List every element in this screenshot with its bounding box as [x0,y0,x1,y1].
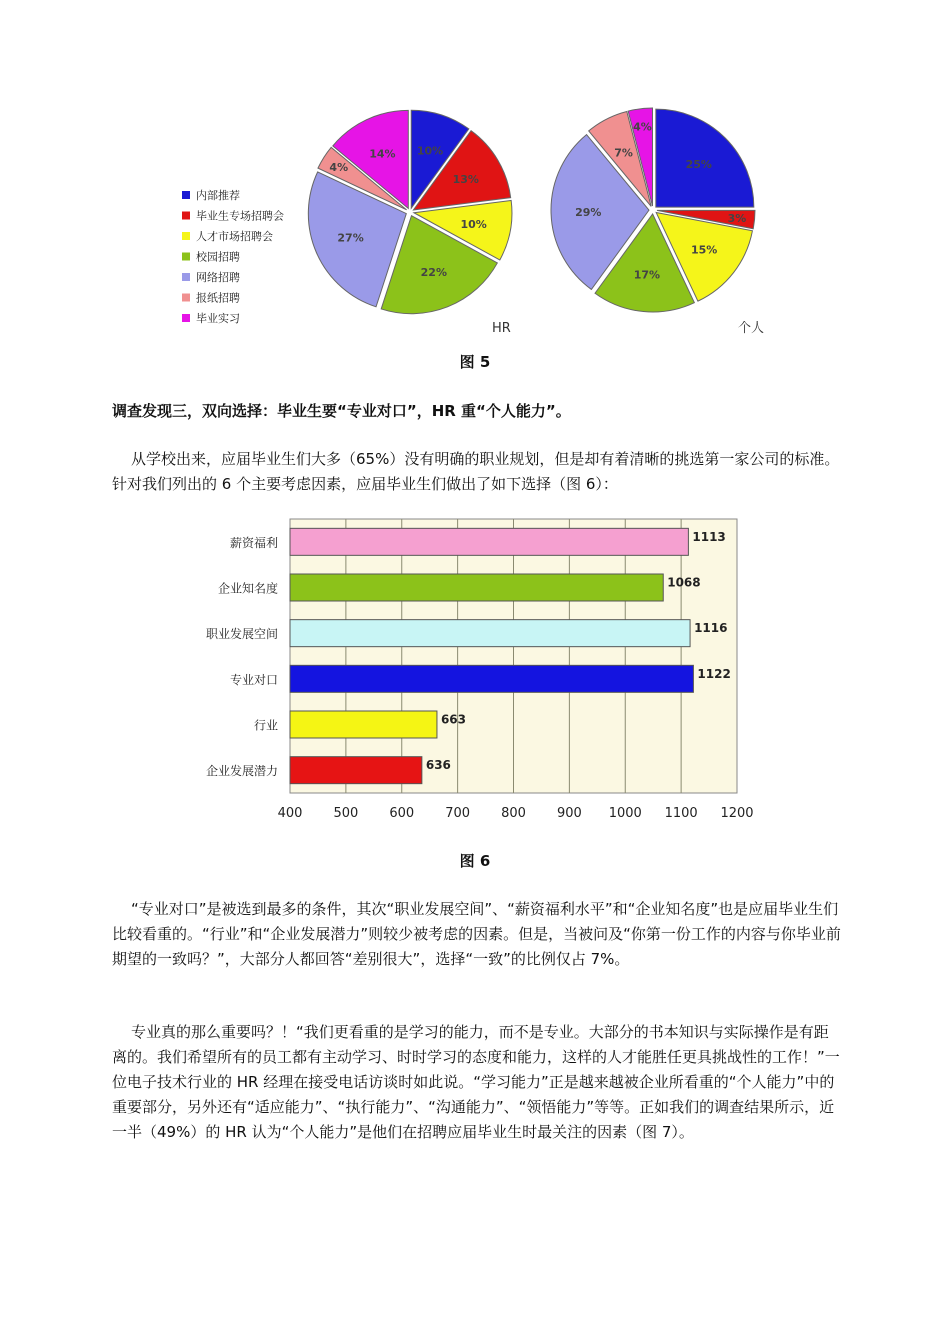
value-label-1: 1068 [667,575,701,590]
legend-label-5: 报纸招聘 [196,291,240,305]
x-tick-label-1: 500 [333,806,359,821]
legend-label-0: 内部推荐 [196,189,240,202]
bar-2 [290,620,690,647]
legend-label-2: 人才市场招聘会 [196,230,273,243]
legend-swatch-1 [182,212,190,220]
category-label-3: 专业对口 [229,672,278,687]
x-tick-label-3: 700 [445,806,471,821]
pie-chart-personal [551,108,755,312]
paragraph-2 [112,897,842,972]
pie-chart-hr [308,110,512,314]
pie-personal-label: 个人 [738,321,765,336]
legend-label-4: 网络招聘 [196,271,240,284]
pie-personal-slice-label-0: 25% [685,158,712,172]
chart-category-labels [206,535,278,778]
x-tick-label-6: 1000 [608,806,642,821]
x-tick-label-0: 400 [277,806,303,821]
pie-hr-slice-label-2: 10% [460,218,487,232]
legend-label-1: 毕业生专场招聘会 [196,209,284,223]
paragraph-1-text: 从学校出来，应届毕业生们大多（65%）没有明确的职业规划，但是却有着清晰的挑选第一家公司的标准。针对我们列出的 6 个主要考虑因素，应届毕业生们做出了如下选择（图 6）： [112,450,840,493]
x-tick-label-4: 800 [501,806,526,821]
pie-personal-slice-label-1: 3% [727,211,747,225]
bar-0 [290,528,688,555]
paragraph-3-text: 专业真的那么重要吗？！“我们更看重的是学习的能力，而不是专业。大部分的书本知识与实际操作是有距离的。我们希望所有的员工都有主动学习、时时学习的态度和能力，这样的人才能胜任更具挑战性的工作！”一位电子技术行业的 HR 经理在接受电话访谈时如此说。“学习能力”正是越来越被企业所看重的“个人能力”中的重要部分，另外还有“适应能力”、“执行能力”、“沟通能力”、“领悟能力”等等。正如我们的调查结果所示，近一半（49%）的 HR 认为“个人能力”是他们在招聘应届毕业生时最关注的因素（图 7）。 [112,1023,840,1141]
value-label-0: 1113 [692,529,726,544]
category-label-4: 行业 [253,718,278,733]
pie-hr-slice-label-4: 27% [337,231,364,245]
value-label-2: 1116 [694,621,728,636]
legend-swatch-6 [182,314,190,322]
pie-personal-slice-label-6: 4% [633,120,652,134]
x-tick-label-5: 900 [556,806,582,821]
pie-personal-slice-label-4: 29% [575,206,602,220]
paragraph-2-text: “专业对口”是被选到最多的条件，其次“职业发展空间”、“薪资福利水平”和“企业知名度”也是应届毕业生们比较看重的。“行业”和“企业发展潜力”则较少被考虑的因素。但是，当被问及“你第一份工作的内容与你毕业前期望的一致吗？”，大部分人都回答“差别很大”，选择“一致”的比例仅占 7%。 [112,900,841,968]
value-label-4: 663 [440,712,467,727]
bar-1 [290,574,663,601]
figure-6-caption: 图 6 [459,852,491,870]
value-label-3: 1122 [697,666,731,681]
legend-swatch-5 [182,294,190,302]
category-label-5: 企业发展潜力 [205,764,278,779]
legend-swatch-0 [182,191,190,199]
bar-4 [290,711,437,738]
value-label-5: 636 [425,758,451,773]
pie-personal-slice-label-2: 15% [690,243,718,257]
bar-3 [290,665,693,692]
section-heading-3: 调查发现三，双向选择：毕业生要“专业对口”，HR 重“个人能力”。 [112,402,571,420]
category-label-2: 职业发展空间 [205,627,278,642]
x-tick-label-7: 1100 [664,806,698,821]
pie-hr-slice-label-5: 4% [329,160,349,174]
paragraph-3 [112,1020,842,1145]
legend-swatch-2 [182,232,190,240]
pie-personal-slice-label-5: 7% [614,146,633,160]
category-label-0: 薪资福利 [229,535,278,550]
figure-6-bar-chart [180,513,770,835]
x-tick-label-2: 600 [389,806,415,821]
pie-hr-slice-label-1: 13% [452,173,479,187]
pie-hr-slice-label-3: 22% [420,266,448,280]
bar-5 [290,757,422,784]
x-tick-label-8: 1200 [720,806,754,821]
chart-x-tick-labels [278,806,754,821]
legend-label-3: 校园招聘 [196,250,240,264]
legend-swatch-3 [182,253,190,261]
pie-hr-slice-label-6: 14% [369,147,396,161]
pie-legend [182,188,284,325]
figure-5-pie-charts [170,100,780,345]
pie-hr-slice-label-0: 10% [416,144,444,158]
category-label-1: 企业知名度 [217,581,278,596]
figure-5-caption: 图 5 [459,353,491,371]
pie-hr-label: HR [492,321,511,336]
paragraph-1 [112,447,842,497]
legend-label-6: 毕业实习 [196,312,240,325]
legend-swatch-4 [182,273,190,281]
pie-personal-slice-label-3: 17% [633,268,661,282]
